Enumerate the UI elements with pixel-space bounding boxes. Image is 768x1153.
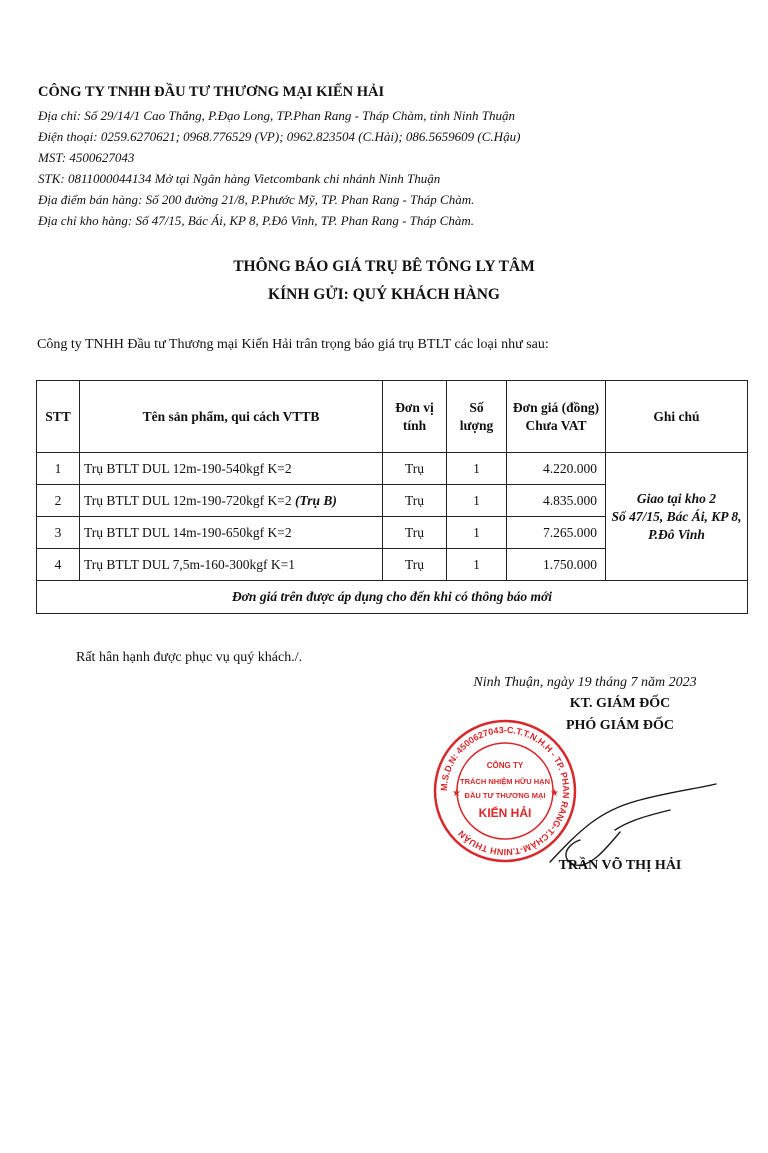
company-address: Địa chỉ: Số 29/14/1 Cao Thắng, P.Đạo Long, TP.Phan Rang - Tháp Chàm, tỉnh Ninh Thuận <box>38 108 515 123</box>
place-date: Ninh Thuận, ngày 19 tháng 7 năm 2023 <box>473 675 697 690</box>
company-name: CÔNG TY TNHH ĐẦU TƯ THƯƠNG MẠI KIẾN HẢI <box>38 84 385 100</box>
stamp-ring-text: M.S.D.N: 4500627043-C.T.T.N.H.H - TP. PHAN RANG-T.CHÀM-T.NINH THUẬN <box>438 724 572 858</box>
header-note: Ghi chú <box>606 381 748 453</box>
stamp-line-4: KIẾN HẢI <box>478 806 532 820</box>
row-qty: 1 <box>447 485 507 517</box>
row-price: 7.265.000 <box>507 517 606 549</box>
company-sales-location: Địa điểm bán hàng: Số 200 đường 21/8, P.Phước Mỹ, TP. Phan Rang - Tháp Chàm. <box>38 192 475 207</box>
document-title: THÔNG BÁO GIÁ TRỤ BÊ TÔNG LY TÂM <box>233 258 535 275</box>
row-stt: 4 <box>37 549 80 581</box>
company-bank: STK: 0811000044134 Mở tại Ngân hàng Vietcombank chi nhánh Ninh Thuận <box>38 171 441 186</box>
row-stt: 2 <box>37 485 80 517</box>
row-unit: Trụ <box>383 549 447 581</box>
product-name-text: Trụ BTLT DUL 12m-190-720kgf K=2 <box>84 492 295 508</box>
signer-role-1: KT. GIÁM ĐỐC <box>569 696 671 711</box>
note-line: Số 47/15, Bác Ái, KP 8, <box>611 508 742 524</box>
table-header-row <box>37 381 748 453</box>
header-price: Đơn giá (đồng) Chưa VAT <box>507 381 606 453</box>
row-stt: 3 <box>37 517 80 549</box>
table-row <box>37 453 748 485</box>
row-unit: Trụ <box>383 453 447 485</box>
product-name-text: Trụ BTLT DUL 12m-190-540kgf K=2 <box>84 460 292 476</box>
product-name-text: Trụ BTLT DUL 14m-190-650kgf K=2 <box>84 524 292 540</box>
delivery-note <box>606 453 748 581</box>
row-price: 1.750.000 <box>507 549 606 581</box>
signer-role-2: PHÓ GIÁM ĐỐC <box>565 718 675 733</box>
stamp-line-3: ĐẦU TƯ THƯƠNG MẠI <box>464 791 546 800</box>
stamp-star-icon: ★ <box>452 788 461 799</box>
header-qty: Số lượng <box>447 381 507 453</box>
table-footer-row <box>37 581 748 614</box>
header-name: Tên sản phẩm, qui cách VTTB <box>80 381 383 453</box>
company-warehouse: Địa chỉ kho hàng: Số 47/15, Bác Ái, KP 8, P.Đô Vinh, TP. Phan Rang - Tháp Chàm. <box>38 213 474 228</box>
row-stt: 1 <box>37 453 80 485</box>
document-subtitle: KÍNH GỬI: QUÝ KHÁCH HÀNG <box>268 286 500 303</box>
row-qty: 1 <box>447 517 507 549</box>
row-unit: Trụ <box>383 517 447 549</box>
product-name-extra: (Trụ B) <box>295 492 337 508</box>
intro-text: Công ty TNHH Đầu tư Thương mại Kiến Hải trân trọng báo giá trụ BTLT các loại như sau: <box>37 337 549 352</box>
header-unit: Đơn vị tính <box>383 381 447 453</box>
product-name-text: Trụ BTLT DUL 7,5m-160-300kgf K=1 <box>84 556 295 572</box>
company-phone: Điện thoại: 0259.6270621; 0968.776529 (VP); 0962.823504 (C.Hải); 086.5659609 (C.Hậu) <box>38 129 521 144</box>
header-stt: STT <box>37 381 80 453</box>
note-line: Giao tại kho 2 <box>636 490 717 506</box>
closing-text: Rất hân hạnh được phục vụ quý khách./. <box>76 650 303 665</box>
row-product-name <box>80 517 383 549</box>
row-qty: 1 <box>447 453 507 485</box>
company-tax-id: MST: 4500627043 <box>38 150 135 165</box>
row-price: 4.835.000 <box>507 485 606 517</box>
row-qty: 1 <box>447 549 507 581</box>
note-line: P.Đô Vinh <box>648 526 705 542</box>
price-validity-note: Đơn giá trên được áp dụng cho đến khi có thông báo mới <box>37 581 748 614</box>
row-unit: Trụ <box>383 485 447 517</box>
stamp-line-1: CÔNG TY <box>486 761 524 770</box>
row-product-name <box>80 485 383 517</box>
stamp-star-icon: ★ <box>550 788 559 799</box>
row-price: 4.220.000 <box>507 453 606 485</box>
row-product-name <box>80 453 383 485</box>
stamp-line-2: TRÁCH NHIỆM HỮU HẠN <box>460 777 550 786</box>
price-table <box>36 380 748 614</box>
row-product-name <box>80 549 383 581</box>
signer-name: TRẦN VÕ THỊ HẢI <box>558 858 682 873</box>
